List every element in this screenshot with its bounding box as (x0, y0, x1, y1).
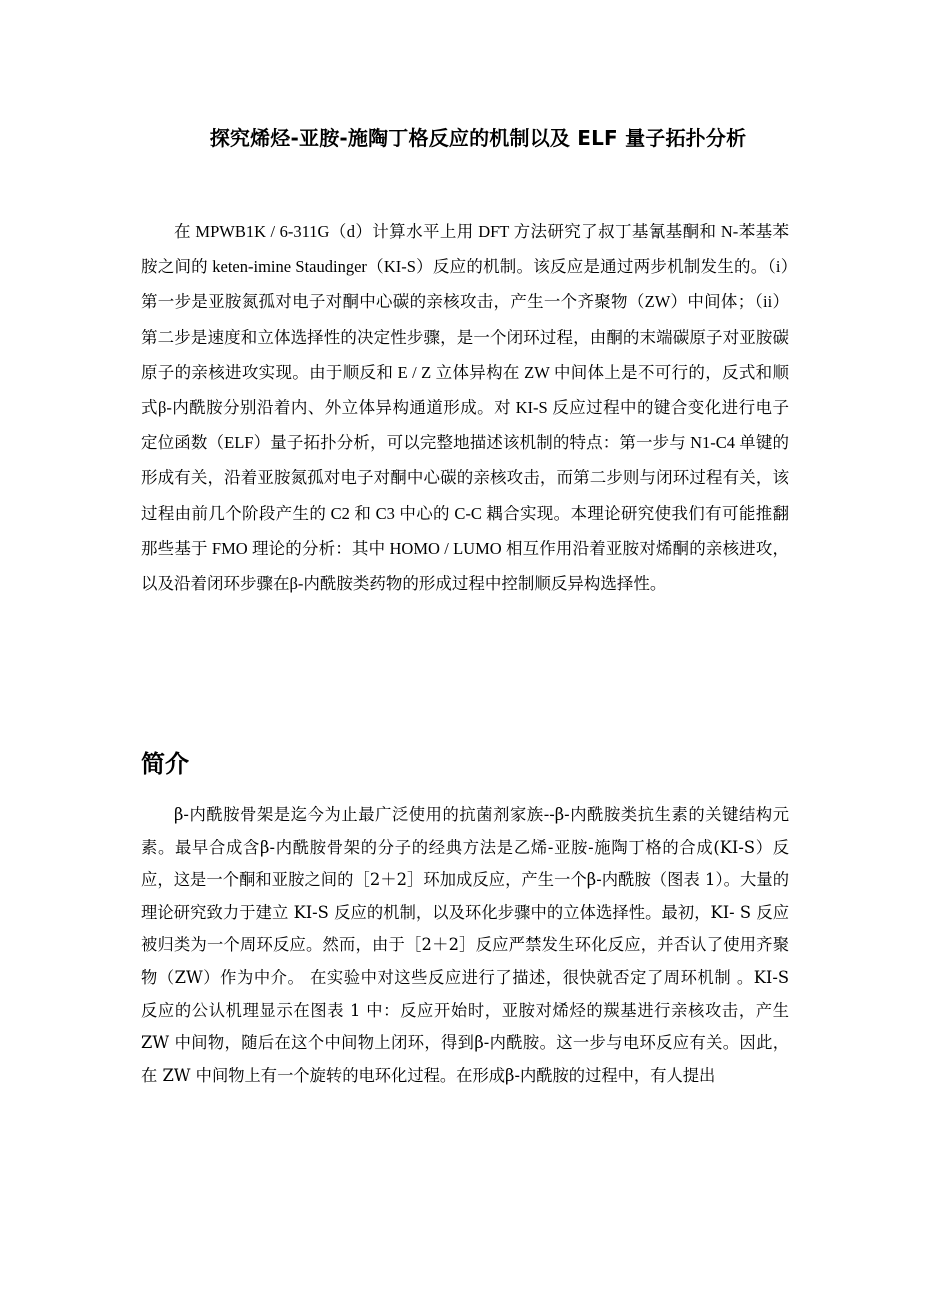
page-title: 探究烯烃-亚胺-施陶丁格反应的机制以及 ELF 量子拓扑分析 (209, 126, 747, 150)
abstract-paragraph: 在 MPWB1K / 6-311G（d）计算水平上用 DFT 方法研究了叔丁基氰基酮和 N-苯基苯胺之间的 keten-imine Staudinger（KI-S）反应的机制。该反应是通过两步机制发生的。（i）第一步是亚胺氮孤对电子对酮中心碳的亲核攻击，产生一个齐聚物（ZW）中间体；（ii）第二步是速度和立体选择性的决定性步骤，是一个闭环过程，由酮的末端碳原子对亚胺碳原子的亲核进攻实现。由于顺反和 E / Z 立体异构在 ZW 中间体上是不可行的，反式和顺式β-内酰胺分别沿着内、外立体异构通道形成。对 KI-S 反应过程中的键合变化进行电子定位函数（ELF）量子拓扑分析，可以完整地描述该机制的特点：第一步与 N1-C4 单键的形成有关，沿着亚胺氮孤对电子对酮中心碳的亲核攻击，而第二步则与闭环过程有关，该过程由前几个阶段产生的 C2 和 C3 中心的 C-C 耦合实现。本理论研究使我们有可能推翻那些基于 FMO 理论的分析：其中 HOMO / LUMO 相互作用沿着亚胺对烯酮的亲核进攻，以及沿着闭环步骤在β-内酰胺类药物的形成过程中控制顺反异构选择性。 (141, 222, 789, 594)
section-heading-introduction: 简介 (141, 750, 189, 778)
introduction-paragraph: β-内酰胺骨架是迄今为止最广泛使用的抗菌剂家族--β-内酰胺类抗生素的关键结构元素。最早合成含β-内酰胺骨架的分子的经典方法是乙烯-亚胺-施陶丁格的合成(KI-S）反应，这是一个酮和亚胺之间的［2＋2］环加成反应，产生一个β-内酰胺（图表 1）。大量的理论研究致力于建立 KI-S 反应的机制，以及环化步骤中的立体选择性。最初，KI- S 反应被归类为一个周环反应。然而，由于［2＋2］反应严禁发生环化反应，并否认了使用齐聚物（ZW）作为中介。 在实验中对这些反应进行了描述，很快就否定了周环机制 。KI-S 反应的公认机理显示在图表 1 中：反应开始时，亚胺对烯烃的羰基进行亲核攻击，产生 ZW 中间物，随后在这个中间物上闭环，得到β-内酰胺。这一步与电环反应有关。因此，在 ZW 中间物上有一个旋转的电环化过程。在形成β-内酰胺的过程中，有人提出 (141, 805, 789, 1085)
